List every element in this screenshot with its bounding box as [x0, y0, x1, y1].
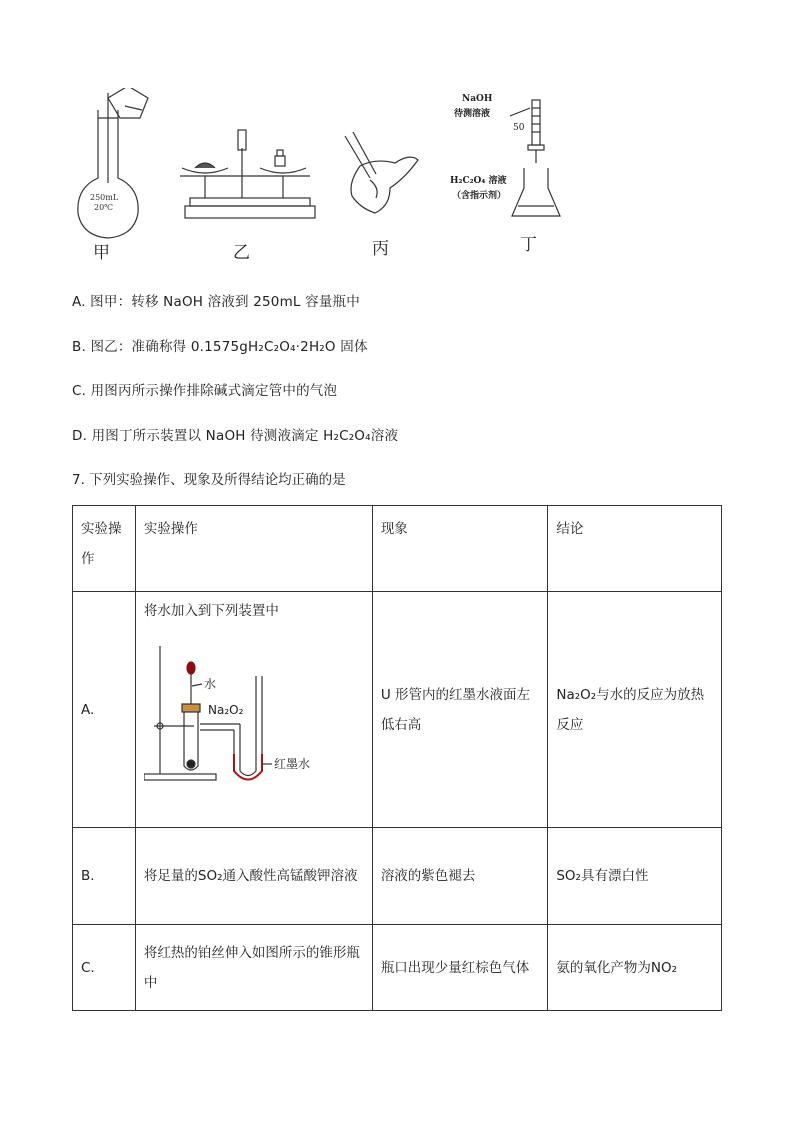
svg-text:NaOH: NaOH [462, 94, 493, 104]
svg-text:H₂C₂O₄ 溶液: H₂C₂O₄ 溶液 [450, 176, 507, 186]
row-label: B. [73, 828, 136, 925]
row-label: C. [73, 925, 136, 1011]
svg-text:红墨水: 红墨水 [273, 757, 310, 771]
header-col-1: 实验操作 [73, 506, 136, 592]
apparatus-figure [70, 88, 730, 263]
titration-drawing [450, 94, 560, 216]
row-phenomenon: U 形管内的红墨水液面左低右高 [372, 592, 548, 828]
svg-text:250mL: 250mL [90, 193, 119, 202]
svg-text:50: 50 [513, 123, 525, 133]
header-col-4: 结论 [548, 506, 722, 592]
balance-drawing [180, 130, 315, 218]
volumetric-flask-drawing [78, 88, 148, 238]
svg-text:水: 水 [203, 677, 216, 691]
svg-text:20℃: 20℃ [94, 203, 114, 212]
header-col-3: 现象 [372, 506, 548, 592]
table-row [73, 925, 722, 1011]
question-7: 7. 下列实验操作、现象及所得结论均正确的是 [72, 472, 346, 488]
option-b: B. 图乙：准确称得 0.1575gH₂C₂O₄·2H₂O 固体 [72, 339, 368, 355]
hand-burette-drawing [345, 132, 418, 213]
row-label: A. [73, 592, 136, 828]
header-col-2: 实验操作 [135, 506, 372, 592]
row-phenomenon: 瓶口出现少量红棕色气体 [372, 925, 548, 1011]
experiment-table [72, 505, 722, 1011]
option-d: D. 用图丁所示装置以 NaOH 待测液滴定 H₂C₂O₄溶液 [72, 428, 399, 444]
row-conclusion: 氨的氧化产物为NO₂ [548, 925, 722, 1011]
table-row [73, 828, 722, 925]
option-a: A. 图甲：转移 NaOH 溶液到 250mL 容量瓶中 [72, 294, 360, 310]
svg-text:Na₂O₂: Na₂O₂ [207, 703, 244, 717]
row-phenomenon: 溶液的紫色褪去 [372, 828, 548, 925]
row-operation-text: 将水加入到下列装置中 [143, 603, 279, 619]
svg-text:（含指示剂）: （含指示剂） [452, 191, 507, 201]
row-operation: 将足量的SO₂通入酸性高锰酸钾溶液 [135, 828, 372, 925]
row-operation [135, 592, 372, 828]
row-operation: 将红热的铂丝伸入如图所示的锥形瓶中 [135, 925, 372, 1011]
row-conclusion: Na₂O₂与水的反应为放热反应 [548, 592, 722, 828]
option-c: C. 用图丙所示操作排除碱式滴定管中的气泡 [72, 383, 338, 399]
apparatus-drawings [70, 88, 730, 263]
na2o2-apparatus-drawing [144, 626, 344, 786]
figure-label-yi: 乙 [233, 243, 250, 263]
figure-label-jia: 甲 [93, 243, 110, 263]
figure-label-ding: 丁 [520, 235, 537, 255]
table-header-row [73, 506, 722, 592]
row-conclusion: SO₂具有漂白性 [548, 828, 722, 925]
svg-text:待测溶液: 待测溶液 [454, 109, 491, 119]
figure-label-bing: 丙 [372, 239, 389, 259]
table-row [73, 592, 722, 828]
